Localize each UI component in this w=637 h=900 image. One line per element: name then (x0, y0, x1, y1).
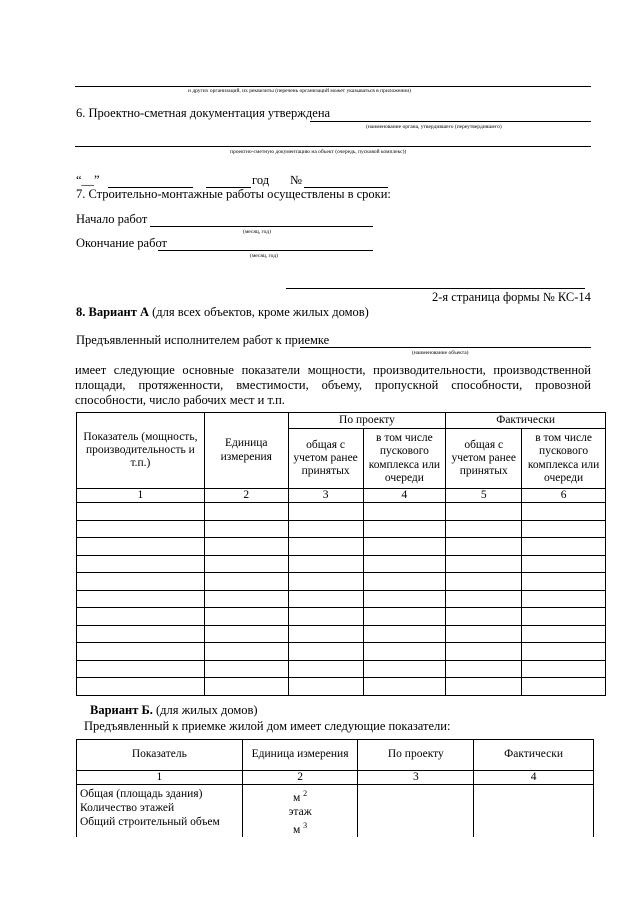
table-cell (288, 573, 363, 591)
item6-caption1: (наименование органа, утвердившего (переутвердившего) (366, 124, 502, 130)
b-indicator-area: Общая (площадь здания) (80, 788, 203, 801)
table-cell (77, 590, 205, 608)
start-label: Начало работ (76, 212, 148, 226)
table-row (77, 555, 606, 573)
table-cell (363, 538, 446, 556)
b-indicators-cell (77, 785, 243, 837)
table-cell (522, 555, 606, 573)
table-cell (204, 643, 288, 661)
date-year-label: год (252, 173, 270, 187)
item6-line2 (75, 146, 591, 147)
col-unit-header: Единица измерения (204, 413, 288, 489)
b-unit-area-sup: 2 (303, 789, 308, 799)
variant-b-heading (90, 703, 258, 718)
group-project-header: По проекту (288, 413, 446, 429)
table-cell (204, 573, 288, 591)
table-cell (363, 678, 446, 696)
variant-b-presented: Предъявленный к приемке жилой дом имеет следующие показатели: (84, 719, 451, 733)
table-cell (363, 590, 446, 608)
table-cell (77, 608, 205, 626)
table-cell (363, 520, 446, 538)
end-line (158, 250, 373, 251)
b-actual-cell (474, 785, 594, 837)
table-cell (446, 503, 522, 521)
b-unit-area (243, 787, 358, 805)
table-cell (363, 555, 446, 573)
table-row (77, 538, 606, 556)
table-cell (77, 660, 205, 678)
table-cell (77, 678, 205, 696)
item8-number: 8. (76, 305, 86, 319)
table-cell (446, 590, 522, 608)
table-cell (363, 503, 446, 521)
item7-label: 7. Строительно-монтажные работы осуществлены в сроки: (76, 187, 391, 201)
table-cell (204, 660, 288, 678)
end-caption: (месяц, год) (250, 253, 278, 259)
col-indicator-header: Показатель (мощность, производительность и т.п.) (77, 413, 205, 489)
col-number: 1 (77, 489, 205, 503)
table-row (77, 625, 606, 643)
col-number: 2 (204, 489, 288, 503)
table-cell (288, 643, 363, 661)
table-cell (204, 625, 288, 643)
start-caption: (месяц, год) (243, 229, 271, 235)
table-cell (77, 625, 205, 643)
table-row (77, 678, 606, 696)
b-unit-volume-sup: 3 (303, 821, 308, 831)
date-quote: “__” (76, 173, 100, 187)
b-col-number: 2 (242, 771, 358, 785)
b-unit-volume (243, 819, 358, 837)
page-note: 2-я страница формы № КС-14 (432, 290, 591, 304)
table-cell (446, 573, 522, 591)
sub-actual-launch: в том числе пускового комплекса или очереди (522, 429, 606, 489)
table-cell (446, 608, 522, 626)
table-cell (446, 538, 522, 556)
b-indicator-floors: Количество этажей (80, 802, 175, 815)
group-actual-header: Фактически (446, 413, 606, 429)
b-unit-volume-text: м (292, 823, 301, 836)
table-row (77, 520, 606, 538)
table-cell (77, 555, 205, 573)
table-cell (522, 608, 606, 626)
b-unit-floors: этаж (288, 806, 312, 819)
b-col-number: 4 (474, 771, 594, 785)
b-col-number: 1 (77, 771, 243, 785)
table-cell (288, 520, 363, 538)
table-cell (77, 538, 205, 556)
table-cell (363, 625, 446, 643)
table-row (77, 608, 606, 626)
variant-a-table-body (77, 503, 606, 696)
table-cell (522, 590, 606, 608)
presented-label: Предъявленный исполнителем работ к приемке (76, 333, 330, 347)
b-units-cell (242, 785, 358, 837)
page-note-line (286, 288, 585, 289)
table-cell (522, 678, 606, 696)
table-cell (204, 503, 288, 521)
top-caption: и других организаций, их реквизиты (перечень организаций может указываться в приложении) (188, 88, 411, 94)
table-row (77, 573, 606, 591)
item6-label: 6. Проектно-сметная документация утверждена (76, 106, 331, 120)
b-project-cell (358, 785, 474, 837)
sub-actual-total: общая с учетом ранее принятых (446, 429, 522, 489)
table-cell (204, 678, 288, 696)
table-cell (446, 520, 522, 538)
b-header-project: По проекту (358, 740, 474, 771)
b-col-number: 3 (358, 771, 474, 785)
table-cell (522, 573, 606, 591)
col-number: 4 (363, 489, 446, 503)
item6-line (310, 121, 591, 122)
table-cell (204, 555, 288, 573)
variant-b-rest: (для жилых домов) (152, 703, 258, 717)
table-cell (522, 643, 606, 661)
table-cell (204, 608, 288, 626)
table-cell (288, 678, 363, 696)
table-cell (522, 503, 606, 521)
table-cell (288, 503, 363, 521)
table-cell (522, 660, 606, 678)
table-cell (204, 590, 288, 608)
presented-caption: (наименование объекта) (412, 350, 469, 356)
end-label: Окончание работ (76, 236, 167, 250)
table-cell (77, 503, 205, 521)
table-row (77, 643, 606, 661)
table-cell (446, 555, 522, 573)
table-cell (522, 625, 606, 643)
table-cell (446, 660, 522, 678)
col-number: 5 (446, 489, 522, 503)
table-cell (77, 520, 205, 538)
table-cell (522, 538, 606, 556)
table-cell (522, 520, 606, 538)
item6-caption2: проектно-сметную документацию на объект (очередь, пусковой комплекс)) (230, 149, 407, 155)
sub-project-total: общая с учетом ранее принятых (288, 429, 363, 489)
top-line (75, 86, 591, 87)
b-header-unit: Единица измерения (242, 740, 358, 771)
table-cell (77, 643, 205, 661)
variant-a-table (76, 412, 606, 696)
b-indicator-volume: Общий строительный объем (80, 816, 220, 829)
table-cell (288, 625, 363, 643)
table-cell (363, 660, 446, 678)
start-line (150, 226, 373, 227)
col-number: 6 (522, 489, 606, 503)
table-cell (363, 643, 446, 661)
sub-project-launch: в том числе пускового комплекса или очереди (363, 429, 446, 489)
table-cell (363, 573, 446, 591)
table-cell (446, 625, 522, 643)
table-cell (204, 520, 288, 538)
table-row (77, 660, 606, 678)
variant-b-bold: Вариант Б. (90, 703, 153, 717)
variant-a-heading (76, 305, 369, 320)
table-cell (446, 643, 522, 661)
presented-line (300, 347, 591, 348)
table-cell (446, 678, 522, 696)
date-number-label: № (290, 173, 302, 187)
table-cell (77, 573, 205, 591)
col-number: 3 (288, 489, 363, 503)
variant-a-bold: Вариант А (88, 305, 149, 319)
table-cell (288, 555, 363, 573)
table-cell (288, 538, 363, 556)
table-cell (204, 538, 288, 556)
variant-b-table (76, 739, 594, 837)
table-cell (288, 590, 363, 608)
b-header-actual: Фактически (474, 740, 594, 771)
table-cell (363, 608, 446, 626)
variant-a-rest: (для всех объектов, кроме жилых домов) (149, 305, 369, 319)
b-unit-area-text: м (292, 792, 301, 805)
table-row (77, 590, 606, 608)
table-cell (288, 608, 363, 626)
item8-description: имеет следующие основные показатели мощности, производительности, производственной площади, протяженности, вместимости, объему, пропускной способности, провозной способности, число рабочих мест и т.п. (75, 363, 591, 407)
table-row (77, 503, 606, 521)
b-header-indicator: Показатель (77, 740, 243, 771)
table-cell (288, 660, 363, 678)
